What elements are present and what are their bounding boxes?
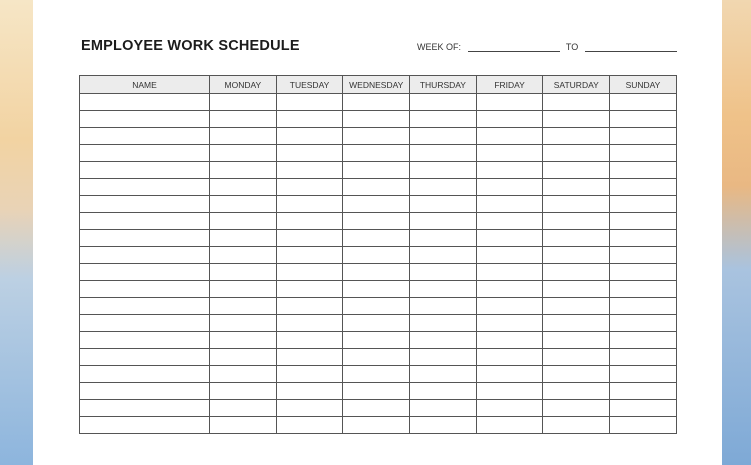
- shift-cell[interactable]: [410, 111, 477, 128]
- shift-cell[interactable]: [210, 332, 277, 349]
- shift-cell[interactable]: [343, 264, 410, 281]
- name-cell[interactable]: [80, 179, 210, 196]
- shift-cell[interactable]: [476, 162, 543, 179]
- shift-cell[interactable]: [543, 281, 610, 298]
- shift-cell[interactable]: [210, 94, 277, 111]
- week-range: [417, 42, 681, 52]
- document-title: EMPLOYEE WORK SCHEDULE: [81, 38, 300, 54]
- shift-cell[interactable]: [543, 94, 610, 111]
- shift-cell[interactable]: [276, 128, 343, 145]
- shift-cell[interactable]: [410, 349, 477, 366]
- shift-cell[interactable]: [410, 179, 477, 196]
- shift-cell[interactable]: [543, 196, 610, 213]
- shift-cell[interactable]: [276, 383, 343, 400]
- shift-cell[interactable]: [543, 162, 610, 179]
- column-header-thursday: THURSDAY: [410, 76, 477, 94]
- table-row: [80, 281, 677, 298]
- shift-cell[interactable]: [476, 179, 543, 196]
- shift-cell[interactable]: [410, 247, 477, 264]
- background-left: [0, 0, 34, 465]
- column-header-sunday: SUNDAY: [610, 76, 677, 94]
- shift-cell[interactable]: [476, 366, 543, 383]
- shift-cell[interactable]: [343, 230, 410, 247]
- week-end-field[interactable]: [585, 42, 677, 52]
- shift-cell[interactable]: [476, 111, 543, 128]
- name-cell[interactable]: [80, 281, 210, 298]
- shift-cell[interactable]: [410, 281, 477, 298]
- shift-cell[interactable]: [610, 213, 677, 230]
- shift-cell[interactable]: [410, 315, 477, 332]
- table-row: [80, 332, 677, 349]
- table-row: [80, 400, 677, 417]
- table-row: [80, 417, 677, 434]
- shift-cell[interactable]: [276, 349, 343, 366]
- shift-cell[interactable]: [610, 417, 677, 434]
- column-header-name: NAME: [80, 76, 210, 94]
- shift-cell[interactable]: [276, 298, 343, 315]
- shift-cell[interactable]: [610, 196, 677, 213]
- shift-cell[interactable]: [610, 179, 677, 196]
- shift-cell[interactable]: [276, 332, 343, 349]
- shift-cell[interactable]: [276, 315, 343, 332]
- shift-cell[interactable]: [210, 162, 277, 179]
- name-cell[interactable]: [80, 213, 210, 230]
- name-cell[interactable]: [80, 247, 210, 264]
- shift-cell[interactable]: [343, 349, 410, 366]
- shift-cell[interactable]: [476, 332, 543, 349]
- column-header-wednesday: WEDNESDAY: [343, 76, 410, 94]
- shift-cell[interactable]: [410, 230, 477, 247]
- shift-cell[interactable]: [276, 94, 343, 111]
- table-row: [80, 383, 677, 400]
- shift-cell[interactable]: [276, 111, 343, 128]
- shift-cell[interactable]: [476, 145, 543, 162]
- shift-cell[interactable]: [543, 145, 610, 162]
- shift-cell[interactable]: [410, 162, 477, 179]
- shift-cell[interactable]: [210, 400, 277, 417]
- shift-cell[interactable]: [343, 281, 410, 298]
- name-cell[interactable]: [80, 383, 210, 400]
- shift-cell[interactable]: [476, 417, 543, 434]
- name-cell[interactable]: [80, 400, 210, 417]
- shift-cell[interactable]: [410, 94, 477, 111]
- shift-cell[interactable]: [610, 298, 677, 315]
- shift-cell[interactable]: [276, 247, 343, 264]
- shift-cell[interactable]: [276, 400, 343, 417]
- shift-cell[interactable]: [476, 247, 543, 264]
- shift-cell[interactable]: [543, 247, 610, 264]
- table-row: [80, 128, 677, 145]
- shift-cell[interactable]: [343, 145, 410, 162]
- table-row: [80, 179, 677, 196]
- shift-cell[interactable]: [543, 349, 610, 366]
- name-cell[interactable]: [80, 230, 210, 247]
- shift-cell[interactable]: [276, 366, 343, 383]
- table-row: [80, 366, 677, 383]
- week-start-field[interactable]: [468, 42, 560, 52]
- shift-cell[interactable]: [410, 264, 477, 281]
- shift-cell[interactable]: [610, 315, 677, 332]
- shift-cell[interactable]: [343, 94, 410, 111]
- shift-cell[interactable]: [210, 298, 277, 315]
- name-cell[interactable]: [80, 366, 210, 383]
- shift-cell[interactable]: [476, 94, 543, 111]
- name-cell[interactable]: [80, 111, 210, 128]
- name-cell[interactable]: [80, 145, 210, 162]
- shift-cell[interactable]: [610, 264, 677, 281]
- shift-cell[interactable]: [476, 281, 543, 298]
- shift-cell[interactable]: [543, 383, 610, 400]
- table-row: [80, 111, 677, 128]
- shift-cell[interactable]: [610, 400, 677, 417]
- shift-cell[interactable]: [476, 230, 543, 247]
- shift-cell[interactable]: [610, 128, 677, 145]
- shift-cell[interactable]: [543, 400, 610, 417]
- shift-cell[interactable]: [543, 298, 610, 315]
- column-header-saturday: SATURDAY: [543, 76, 610, 94]
- shift-cell[interactable]: [343, 247, 410, 264]
- shift-cell[interactable]: [343, 196, 410, 213]
- shift-cell[interactable]: [476, 213, 543, 230]
- shift-cell[interactable]: [276, 264, 343, 281]
- name-cell[interactable]: [80, 264, 210, 281]
- shift-cell[interactable]: [610, 349, 677, 366]
- shift-cell[interactable]: [543, 213, 610, 230]
- background-right: [721, 0, 751, 465]
- column-header-tuesday: TUESDAY: [276, 76, 343, 94]
- table-row: [80, 162, 677, 179]
- shift-cell[interactable]: [476, 383, 543, 400]
- shift-cell[interactable]: [343, 366, 410, 383]
- table-row: [80, 94, 677, 111]
- shift-cell[interactable]: [543, 128, 610, 145]
- shift-cell[interactable]: [210, 315, 277, 332]
- shift-cell[interactable]: [343, 128, 410, 145]
- to-label: TO: [565, 42, 579, 52]
- name-cell[interactable]: [80, 162, 210, 179]
- table-row: [80, 213, 677, 230]
- shift-cell[interactable]: [343, 417, 410, 434]
- shift-cell[interactable]: [343, 162, 410, 179]
- schedule-sheet: [33, 0, 722, 465]
- shift-cell[interactable]: [610, 281, 677, 298]
- shift-cell[interactable]: [343, 332, 410, 349]
- shift-cell[interactable]: [210, 417, 277, 434]
- shift-cell[interactable]: [610, 111, 677, 128]
- shift-cell[interactable]: [343, 298, 410, 315]
- shift-cell[interactable]: [343, 383, 410, 400]
- shift-cell[interactable]: [343, 179, 410, 196]
- shift-cell[interactable]: [410, 400, 477, 417]
- shift-cell[interactable]: [210, 213, 277, 230]
- column-header-friday: FRIDAY: [476, 76, 543, 94]
- shift-cell[interactable]: [610, 366, 677, 383]
- schedule-table: [79, 75, 677, 434]
- schedule-body: [80, 94, 677, 434]
- name-cell[interactable]: [80, 94, 210, 111]
- table-row: [80, 247, 677, 264]
- shift-cell[interactable]: [410, 383, 477, 400]
- shift-cell[interactable]: [410, 145, 477, 162]
- shift-cell[interactable]: [543, 179, 610, 196]
- name-cell[interactable]: [80, 349, 210, 366]
- shift-cell[interactable]: [210, 111, 277, 128]
- week-of-label: WEEK OF:: [417, 42, 462, 52]
- shift-cell[interactable]: [543, 332, 610, 349]
- shift-cell[interactable]: [343, 111, 410, 128]
- table-row: [80, 264, 677, 281]
- shift-cell[interactable]: [476, 400, 543, 417]
- table-header-row: [80, 76, 677, 94]
- name-cell[interactable]: [80, 196, 210, 213]
- shift-cell[interactable]: [543, 417, 610, 434]
- shift-cell[interactable]: [610, 332, 677, 349]
- shift-cell[interactable]: [410, 417, 477, 434]
- shift-cell[interactable]: [410, 128, 477, 145]
- shift-cell[interactable]: [543, 230, 610, 247]
- table-row: [80, 298, 677, 315]
- shift-cell[interactable]: [276, 281, 343, 298]
- shift-cell[interactable]: [276, 179, 343, 196]
- shift-cell[interactable]: [543, 315, 610, 332]
- shift-cell[interactable]: [210, 366, 277, 383]
- shift-cell[interactable]: [210, 264, 277, 281]
- shift-cell[interactable]: [610, 247, 677, 264]
- shift-cell[interactable]: [343, 400, 410, 417]
- shift-cell[interactable]: [610, 145, 677, 162]
- shift-cell[interactable]: [476, 315, 543, 332]
- table-row: [80, 196, 677, 213]
- shift-cell[interactable]: [410, 332, 477, 349]
- shift-cell[interactable]: [410, 196, 477, 213]
- table-row: [80, 315, 677, 332]
- shift-cell[interactable]: [276, 230, 343, 247]
- shift-cell[interactable]: [210, 128, 277, 145]
- shift-cell[interactable]: [610, 230, 677, 247]
- shift-cell[interactable]: [343, 315, 410, 332]
- shift-cell[interactable]: [410, 213, 477, 230]
- shift-cell[interactable]: [476, 128, 543, 145]
- shift-cell[interactable]: [610, 162, 677, 179]
- name-cell[interactable]: [80, 298, 210, 315]
- table-row: [80, 230, 677, 247]
- shift-cell[interactable]: [543, 111, 610, 128]
- shift-cell[interactable]: [543, 264, 610, 281]
- shift-cell[interactable]: [210, 196, 277, 213]
- shift-cell[interactable]: [276, 417, 343, 434]
- shift-cell[interactable]: [543, 366, 610, 383]
- shift-cell[interactable]: [210, 247, 277, 264]
- shift-cell[interactable]: [410, 366, 477, 383]
- shift-cell[interactable]: [410, 298, 477, 315]
- shift-cell[interactable]: [276, 213, 343, 230]
- shift-cell[interactable]: [343, 213, 410, 230]
- shift-cell[interactable]: [210, 383, 277, 400]
- shift-cell[interactable]: [610, 383, 677, 400]
- shift-cell[interactable]: [610, 94, 677, 111]
- shift-cell[interactable]: [210, 179, 277, 196]
- table-row: [80, 349, 677, 366]
- shift-cell[interactable]: [476, 196, 543, 213]
- shift-cell[interactable]: [276, 162, 343, 179]
- shift-cell[interactable]: [276, 196, 343, 213]
- name-cell[interactable]: [80, 417, 210, 434]
- name-cell[interactable]: [80, 315, 210, 332]
- table-row: [80, 145, 677, 162]
- shift-cell[interactable]: [276, 145, 343, 162]
- shift-cell[interactable]: [476, 298, 543, 315]
- name-cell[interactable]: [80, 128, 210, 145]
- shift-cell[interactable]: [476, 349, 543, 366]
- column-header-monday: MONDAY: [210, 76, 277, 94]
- shift-cell[interactable]: [476, 264, 543, 281]
- name-cell[interactable]: [80, 332, 210, 349]
- shift-cell[interactable]: [210, 230, 277, 247]
- shift-cell[interactable]: [210, 281, 277, 298]
- shift-cell[interactable]: [210, 145, 277, 162]
- shift-cell[interactable]: [210, 349, 277, 366]
